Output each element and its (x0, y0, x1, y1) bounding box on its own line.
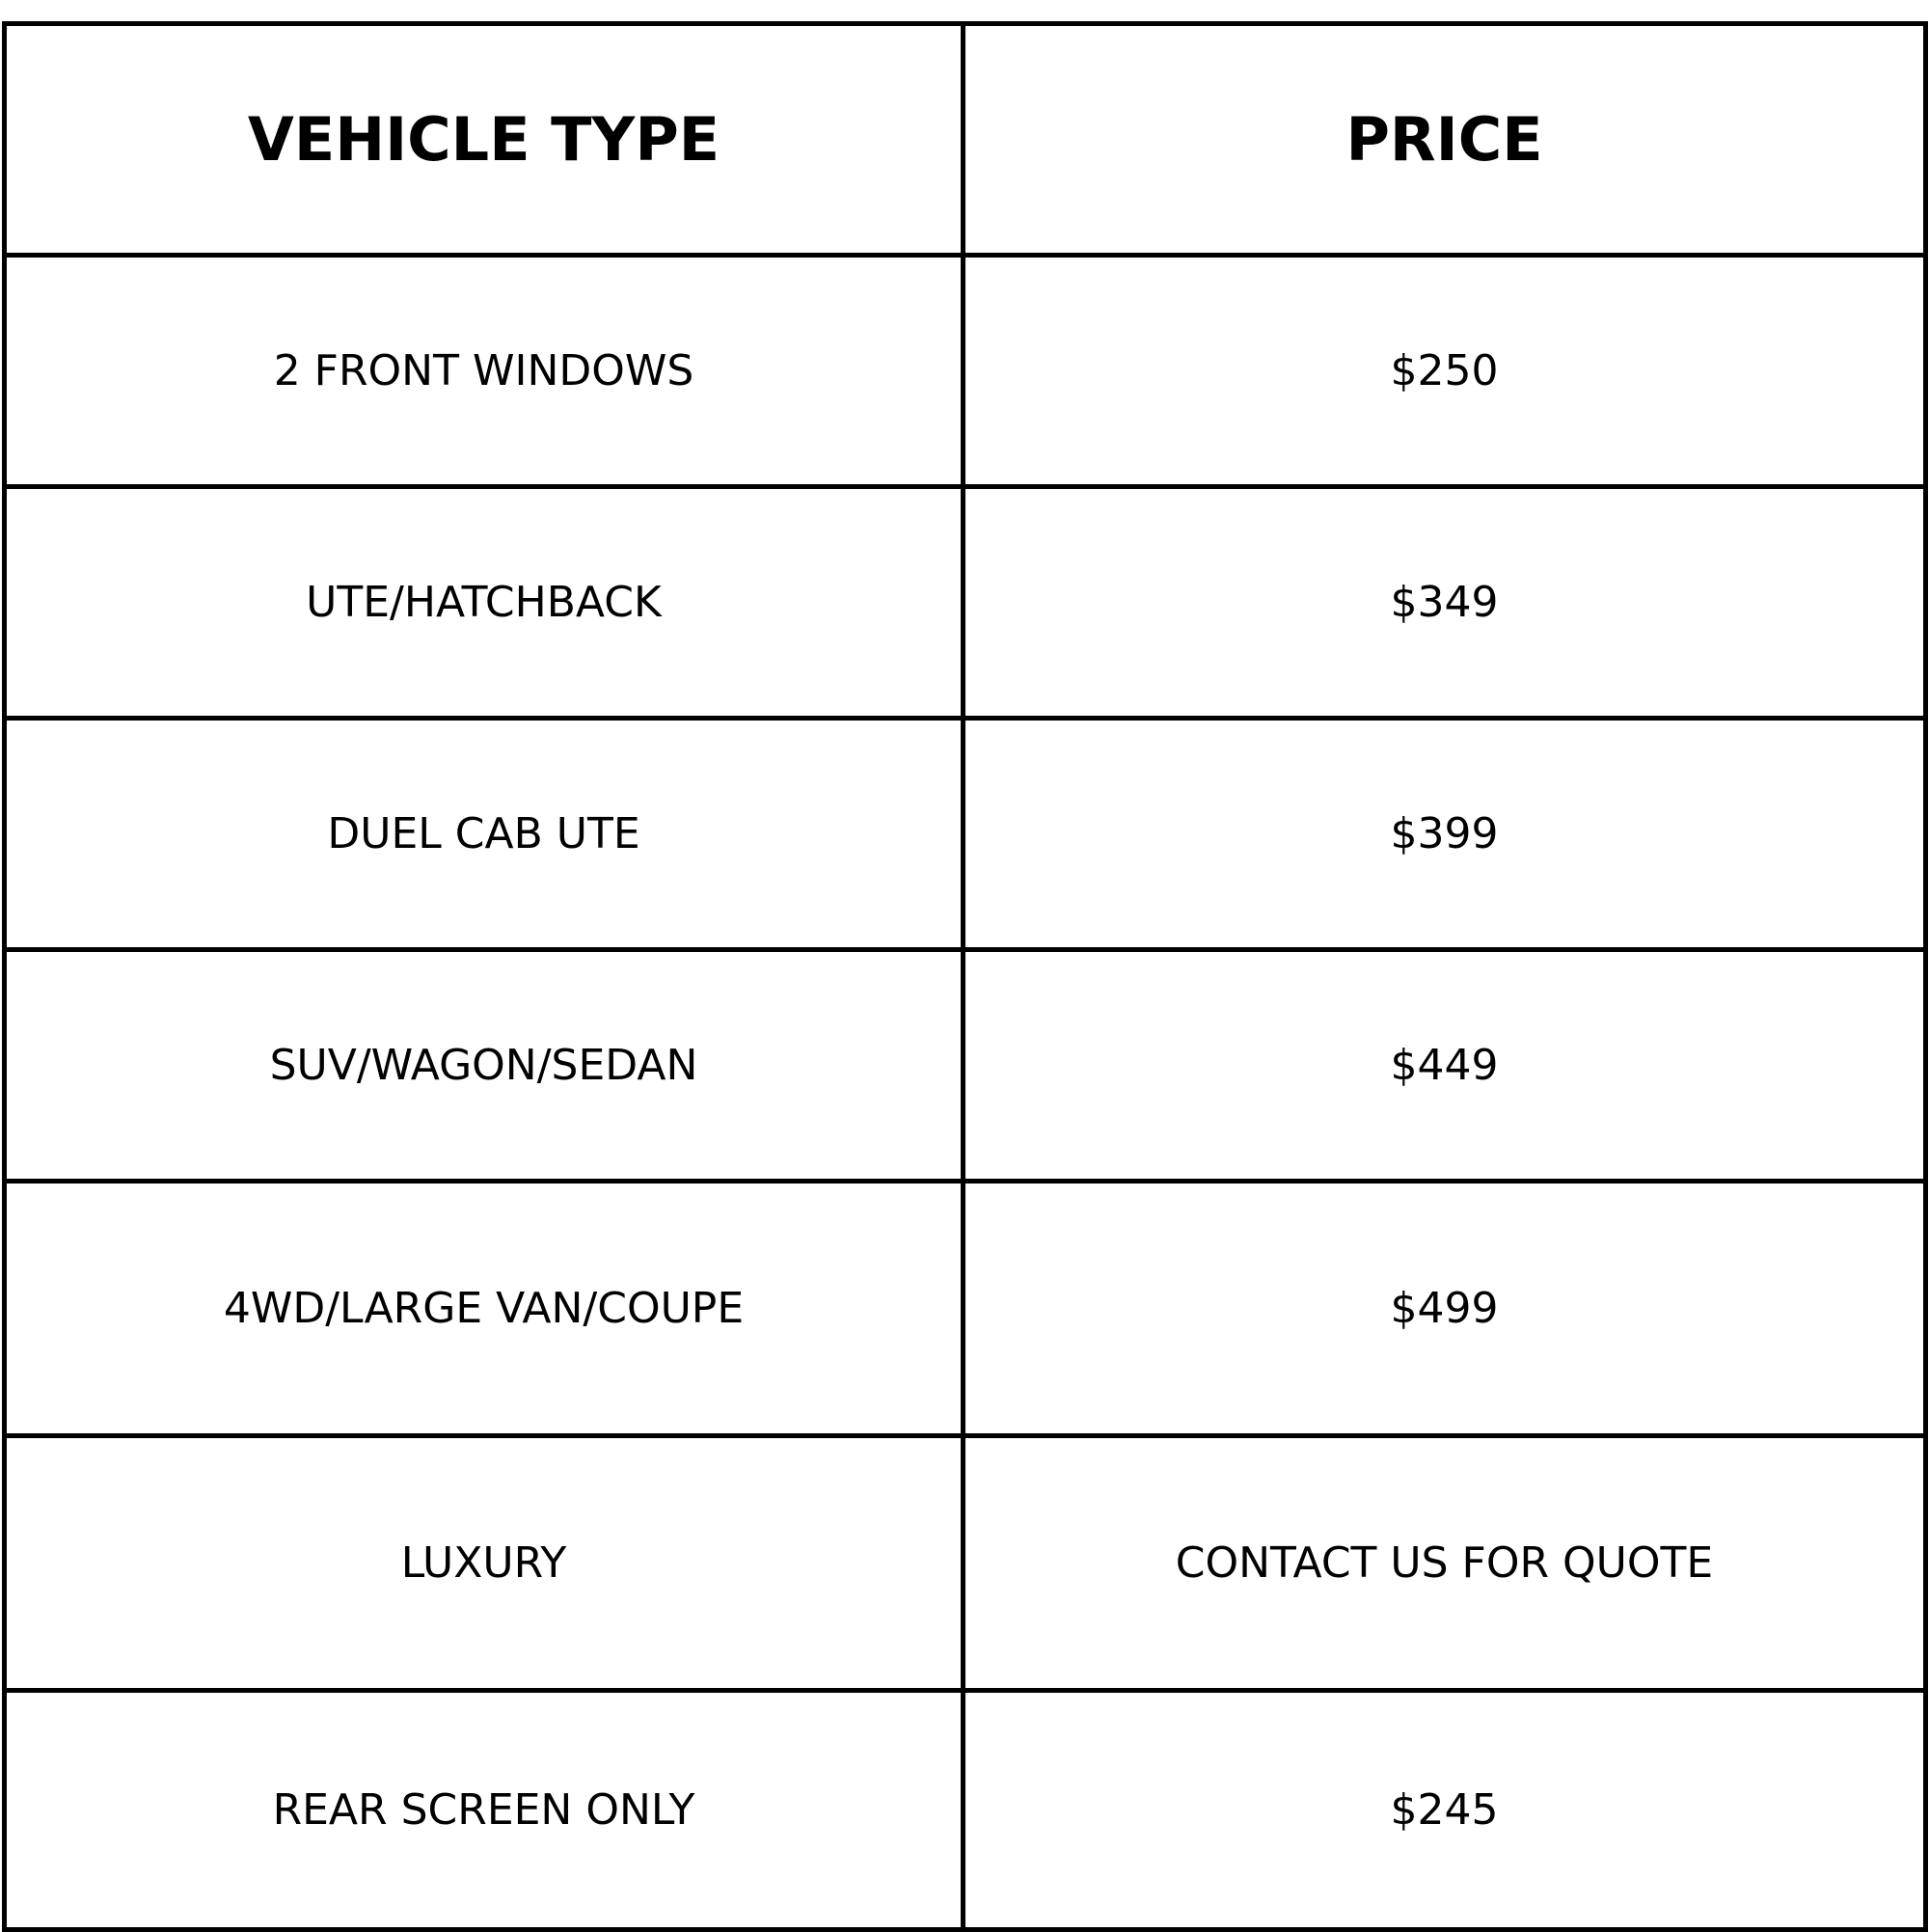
price-cell: CONTACT US FOR QUOTE (964, 1436, 1926, 1691)
table-row (5, 1436, 1926, 1691)
vehicle-type-cell: 2 FRONT WINDOWS (5, 256, 964, 487)
price-cell: $399 (964, 719, 1926, 950)
table-row (5, 1691, 1926, 1930)
vehicle-type-cell: LUXURY (5, 1436, 964, 1691)
price-cell: $499 (964, 1182, 1926, 1436)
vehicle-type-cell: UTE/HATCHBACK (5, 487, 964, 719)
table-header-row (5, 24, 1926, 256)
table-row (5, 719, 1926, 950)
price-cell: $250 (964, 256, 1926, 487)
table-row (5, 487, 1926, 719)
table-row (5, 256, 1926, 487)
price-cell: $449 (964, 950, 1926, 1182)
price-cell: $245 (964, 1691, 1926, 1930)
vehicle-type-cell: REAR SCREEN ONLY (5, 1691, 964, 1930)
table-row (5, 1182, 1926, 1436)
vehicle-type-cell: DUEL CAB UTE (5, 719, 964, 950)
vehicle-type-cell: SUV/WAGON/SEDAN (5, 950, 964, 1182)
vehicle-type-cell: 4WD/LARGE VAN/COUPE (5, 1182, 964, 1436)
price-cell: $349 (964, 487, 1926, 719)
header-vehicle-type: VEHICLE TYPE (5, 24, 964, 256)
header-price: PRICE (964, 24, 1926, 256)
table-row (5, 950, 1926, 1182)
vehicle-price-table (2, 21, 1928, 1932)
